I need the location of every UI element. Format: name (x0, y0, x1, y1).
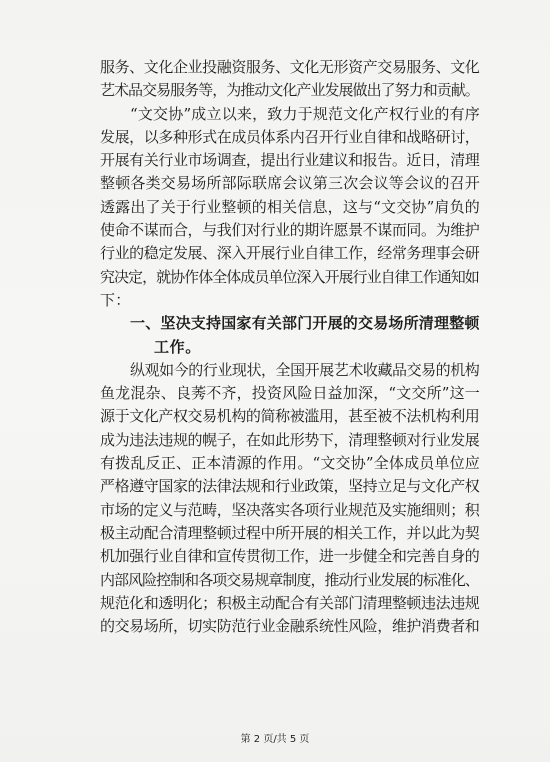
section-heading-line: 工作。 (154, 337, 201, 356)
paragraph-line: 极主动配合清理整顿过程中所开展的相关工作，并以此为契 (100, 523, 480, 542)
paragraph-line: 发展，以多种形式在成员体系内召开行业自律和战略研讨， (100, 127, 480, 146)
paragraph-line: 源于文化产权交易机构的简称被滥用，甚至被不法机构利用 (100, 407, 480, 426)
paragraph-line: 有拨乱反正、正本清源的作用。“文交协”全体成员单位应 (100, 454, 480, 473)
paragraph-line: 使命不谋而合，与我们对行业的期许愿景不谋而同。为维护 (100, 221, 480, 240)
paragraph-line: 严格遵守国家的法律法规和行业政策，坚持立足与文化产权 (100, 477, 480, 496)
page-number-footer: 第 2 页/共 5 页 (240, 734, 310, 745)
paragraph-line: 市场的定义与范畴，坚决落实各项行业规范及实施细则；积 (100, 500, 480, 519)
paragraph-line: 行业的稳定发展、深入开展行业自律工作，经常务理事会研 (100, 244, 480, 263)
paragraph-line: 机加强行业自律和宣传贯彻工作，进一步健全和完善自身的 (100, 547, 480, 566)
paragraph-line: 开展有关行业市场调查，提出行业建议和报告。近日，清理 (100, 151, 480, 170)
paragraph-line: 下： (100, 290, 131, 309)
paragraph-line: 服务、文化企业投融资服务、文化无形资产交易服务、文化 (100, 58, 480, 76)
paragraph-line: 透露出了关于行业整顿的相关信息，这与“文交协”肩负的 (100, 197, 480, 216)
paragraph-line: 成为违法违规的幌子，在如此形势下，清理整顿对行业发展 (100, 430, 480, 449)
paragraph-line: 究决定，就协作体全体成员单位深入开展行业自律工作通知如 (100, 267, 479, 286)
paragraph-line: 内部风险控制和各项交易规章制度，推动行业发展的标准化、 (100, 570, 479, 589)
paragraph-line: 规范化和透明化；积极主动配合有关部门清理整顿违法违规 (100, 593, 480, 612)
paragraph-line: 纵观如今的行业现状，全国开展艺术收藏品交易的机构 (130, 360, 480, 379)
paragraph-line: 整顿各类交易场所部际联席会议第三次会议等会议的召开 (100, 174, 480, 193)
paragraph-line: 鱼龙混杂、良莠不齐，投资风险日益加深，“文交所”这一 (100, 384, 480, 403)
paragraph-line: 艺术品交易服务等，为推动文化产业发展做出了努力和贡献。 (100, 81, 479, 100)
document-body (100, 56, 480, 638)
section-heading-line: 一、坚决支持国家有关部门开展的交易场所清理整顿 (130, 314, 480, 333)
paragraph-line: “文交协”成立以来，致力于规范文化产权行业的有序 (130, 104, 480, 123)
paragraph-line: 的交易场所，切实防范行业金融系统性风险，维护消费者和 (100, 617, 480, 636)
